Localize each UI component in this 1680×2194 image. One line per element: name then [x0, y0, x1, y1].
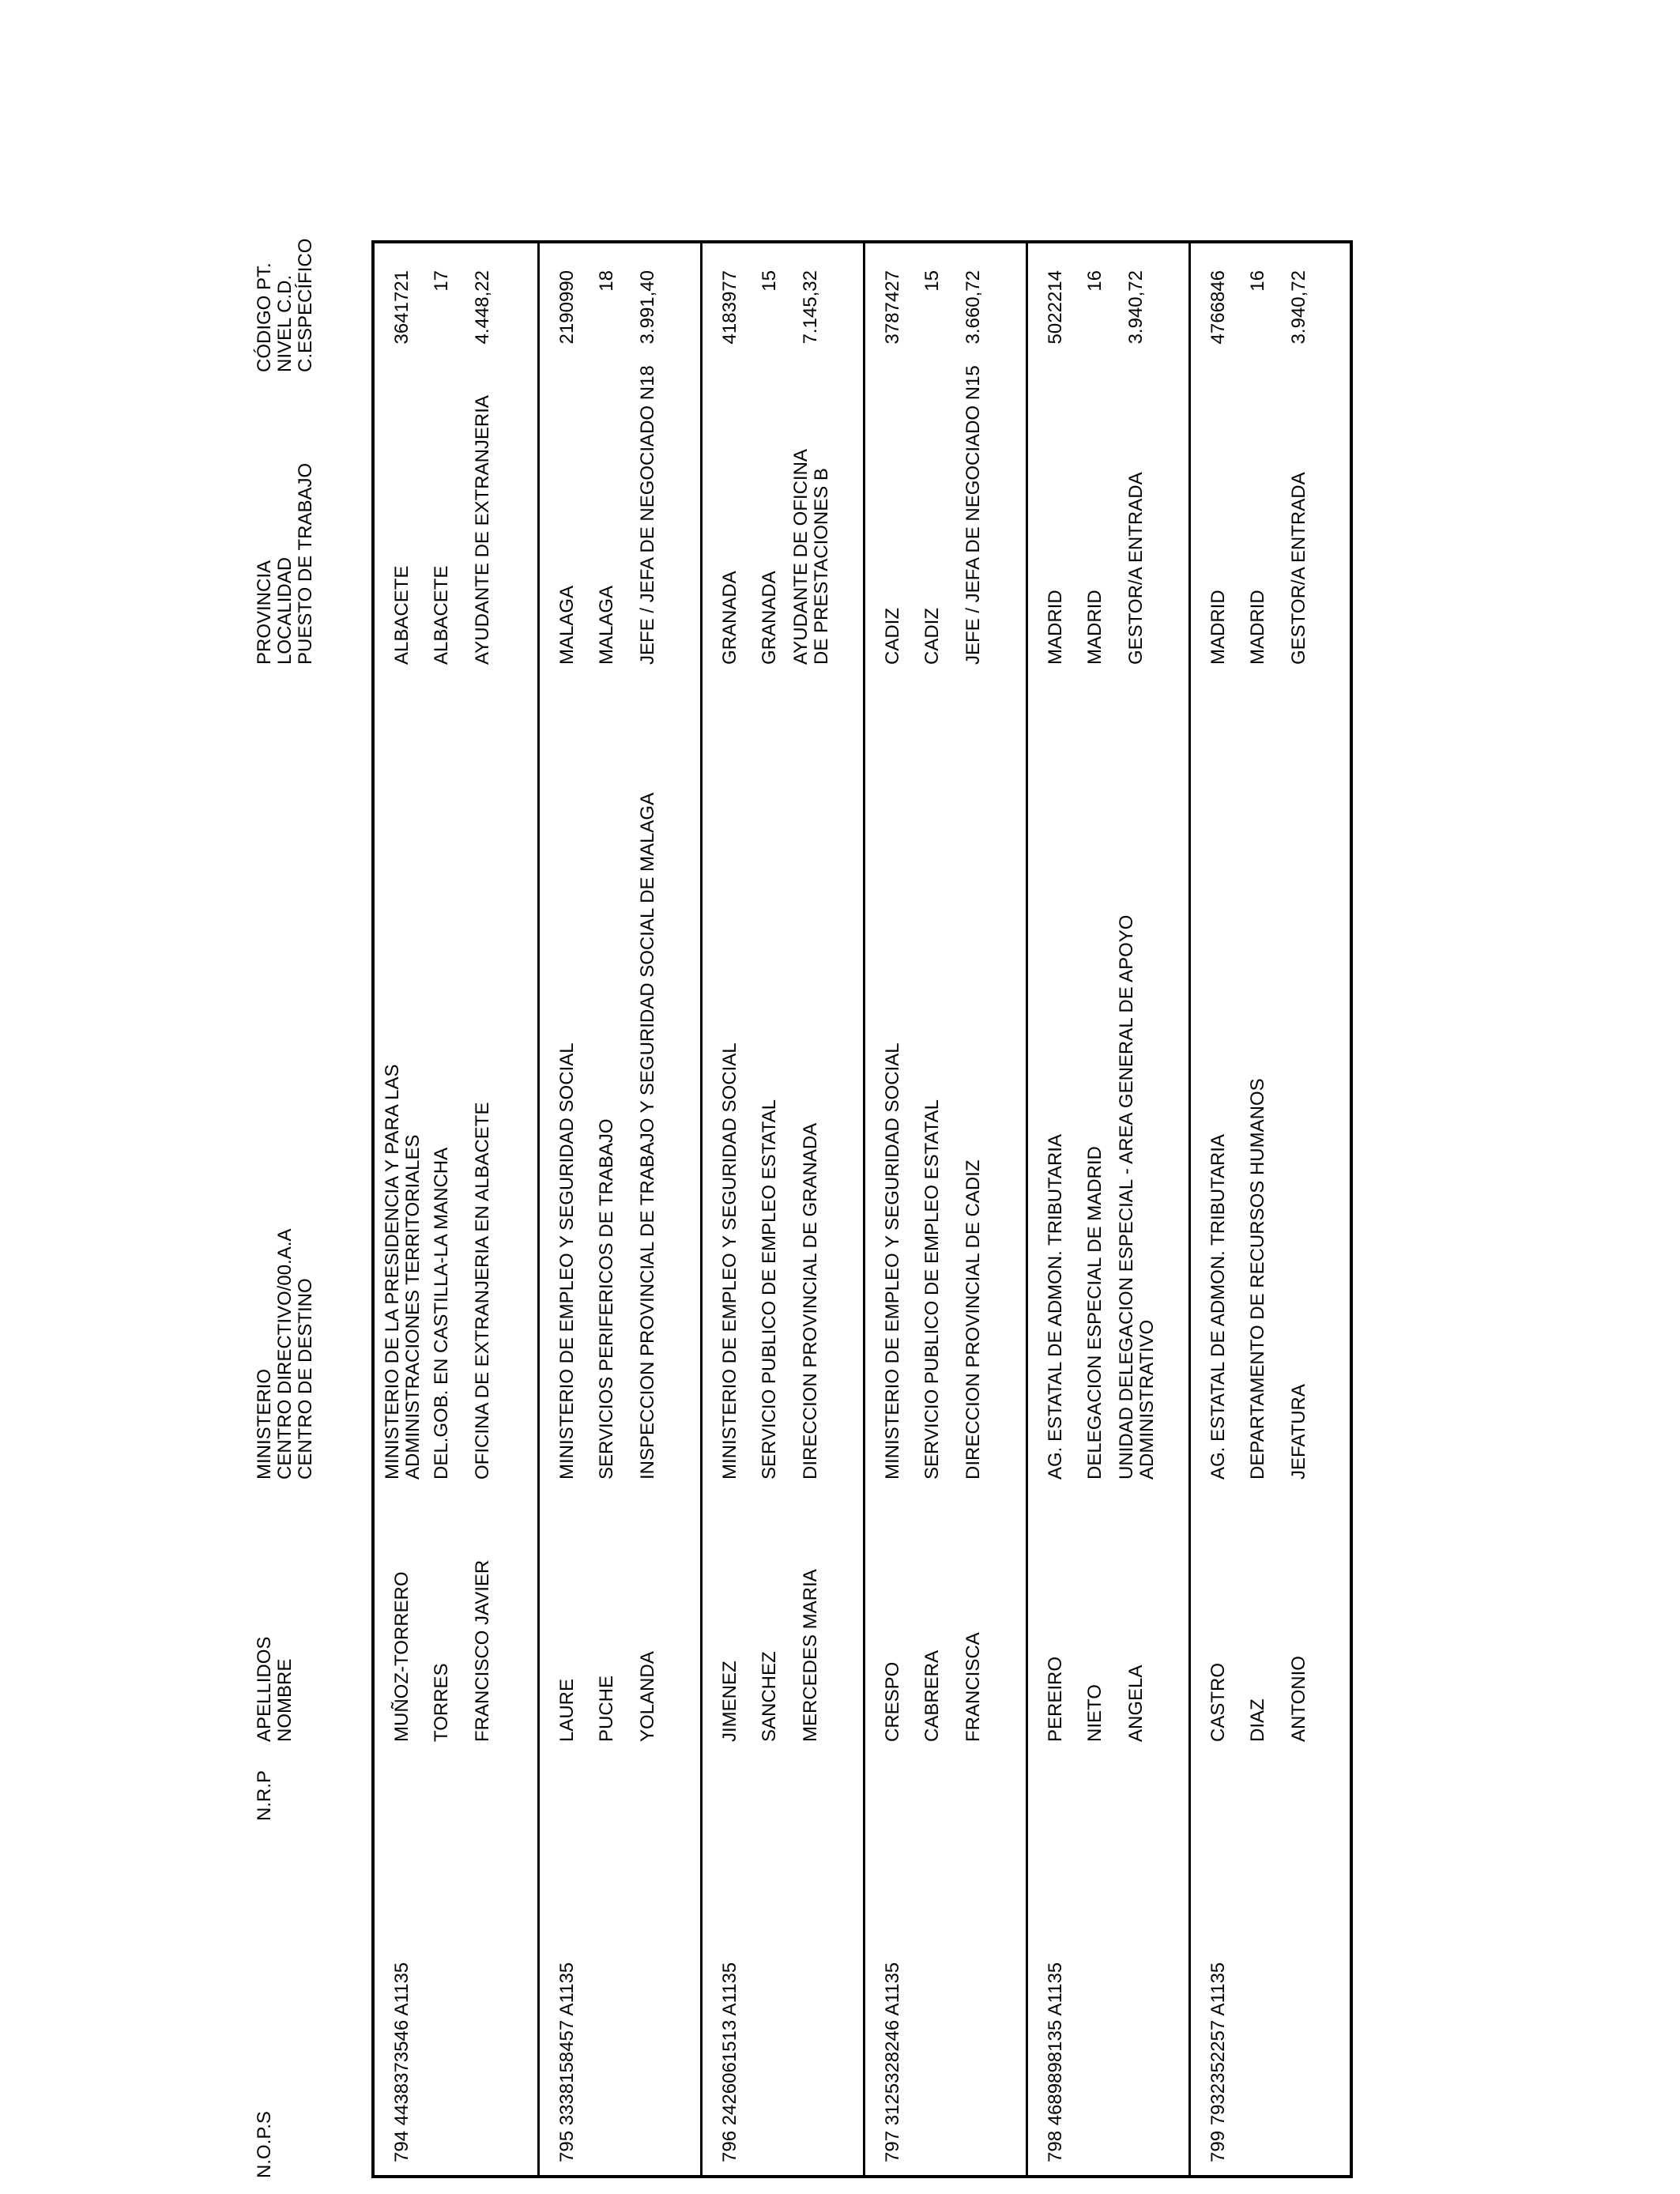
header-nombre: NOMBRE — [274, 1658, 296, 1742]
apellido-1: CASTRO — [1207, 1662, 1229, 1742]
header-centro-directivo: CENTRO DIRECTIVO/00.A.A — [274, 1228, 296, 1480]
header-ministerio: MINISTERIO — [254, 1368, 275, 1480]
puesto-trabajo: AYUDANTE DE EXTRANJERIA — [472, 395, 493, 665]
ministerio: MINISTERIO DE EMPLEO Y SEGURIDAD SOCIAL — [719, 1042, 740, 1480]
apellido-1: LAURE — [556, 1678, 578, 1742]
ministerio: MINISTERIO DE EMPLEO Y SEGURIDAD SOCIAL — [556, 1042, 578, 1480]
ministerio: AG. ESTATAL DE ADMON. TRIBUTARIA — [1207, 1134, 1229, 1480]
header-nivel-cd: NIVEL C.D. — [274, 274, 296, 372]
apellido-2: NIETO — [1084, 1684, 1106, 1742]
centro-destino: DIRECCION PROVINCIAL DE CADIZ — [962, 1159, 984, 1480]
nops-nrp: 794 4438373546 A1135 — [391, 1962, 412, 2162]
provincia: CADIZ — [882, 608, 903, 665]
centro-directivo: DELEGACION ESPECIAL DE MADRID — [1084, 1146, 1106, 1480]
provincia: MALAGA — [556, 585, 578, 665]
header-centro-destino: CENTRO DE DESTINO — [295, 1278, 316, 1480]
nops-nrp: 799 7932352257 A1135 — [1207, 1962, 1229, 2162]
localidad: MALAGA — [596, 585, 617, 665]
nivel-cd: 17 — [431, 270, 452, 292]
nivel-cd: 15 — [759, 270, 780, 292]
puesto-trabajo: GESTOR/A ENTRADA — [1125, 472, 1147, 665]
codigo-pt: 3641721 — [391, 270, 412, 345]
codigo-pt: 4766846 — [1207, 270, 1229, 345]
header-codigo-pt: CÓDIGO PT. — [254, 262, 275, 372]
records-table — [371, 240, 1353, 2178]
nops-nrp: 797 3125328246 A1135 — [882, 1962, 903, 2162]
centro-directivo: DEL.GOB. EN CASTILLA-LA MANCHA — [431, 1147, 452, 1480]
nombre: FRANCISCA — [962, 1632, 984, 1742]
header-provincia: PROVINCIA — [254, 560, 275, 665]
record-row — [863, 243, 1028, 2175]
apellido-2: CABRERA — [921, 1649, 943, 1742]
record-row — [537, 243, 703, 2175]
centro-directivo: SERVICIOS PERIFERICOS DE TRABAJO — [596, 1118, 617, 1480]
nivel-cd: 16 — [1247, 270, 1268, 292]
apellido-2: PUCHE — [596, 1675, 617, 1742]
codigo-pt: 3787427 — [882, 270, 903, 345]
localidad: ALBACETE — [431, 565, 452, 665]
localidad: MADRID — [1247, 590, 1268, 665]
centro-directivo: DEPARTAMENTO DE RECURSOS HUMANOS — [1247, 1078, 1268, 1480]
apellido-2: DIAZ — [1247, 1698, 1268, 1742]
centro-destino: DIRECCION PROVINCIAL DE GRANADA — [800, 1122, 821, 1480]
c-especifico: 3.991,40 — [637, 270, 658, 345]
nops-nrp: 798 4689898135 A1135 — [1045, 1962, 1066, 2162]
nombre: MERCEDES MARIA — [800, 1569, 821, 1742]
centro-destino: JEFATURA — [1288, 1384, 1309, 1480]
nombre: ANGELA — [1125, 1664, 1147, 1742]
centro-directivo: SERVICIO PUBLICO DE EMPLEO ESTATAL — [759, 1099, 780, 1480]
nombre: FRANCISCO JAVIER — [472, 1559, 493, 1742]
puesto-trabajo: GESTOR/A ENTRADA — [1288, 472, 1309, 665]
ministerio: AG. ESTATAL DE ADMON. TRIBUTARIA — [1045, 1134, 1066, 1480]
header-c-especifico: C.ESPECÍFICO — [295, 238, 316, 372]
c-especifico: 3.660,72 — [962, 270, 984, 345]
localidad: CADIZ — [921, 608, 943, 665]
record-row — [375, 243, 537, 2175]
nivel-cd: 16 — [1084, 270, 1106, 292]
provincia: ALBACETE — [391, 565, 412, 665]
header-nops: N.O.P.S — [254, 2111, 275, 2178]
ministerio: MINISTERIO DE LA PRESIDENCIA Y PARA LAS ADMINISTRACIONES TERRITORIALES — [382, 1064, 424, 1480]
localidad: MADRID — [1084, 590, 1106, 665]
apellido-1: PEREIRO — [1045, 1656, 1066, 1742]
nombre: ANTONIO — [1288, 1656, 1309, 1742]
header-nrp: N.R.P — [254, 1770, 275, 1821]
ministerio: MINISTERIO DE EMPLEO Y SEGURIDAD SOCIAL — [882, 1042, 903, 1480]
provincia: GRANADA — [719, 571, 740, 665]
c-especifico: 3.940,72 — [1125, 270, 1147, 345]
provincia: MADRID — [1045, 590, 1066, 665]
header-localidad: LOCALIDAD — [274, 556, 296, 665]
record-row — [1188, 243, 1352, 2175]
apellido-2: TORRES — [431, 1663, 452, 1742]
apellido-1: CRESPO — [882, 1661, 903, 1742]
record-row — [1026, 243, 1191, 2175]
nivel-cd: 15 — [921, 270, 943, 292]
codigo-pt: 4183977 — [719, 270, 740, 345]
c-especifico: 4.448,22 — [472, 270, 493, 345]
puesto-trabajo: JEFE / JEFA DE NEGOCIADO N15 — [962, 365, 984, 665]
provincia: MADRID — [1207, 590, 1229, 665]
record-row — [700, 243, 865, 2175]
centro-destino: OFICINA DE EXTRANJERIA EN ALBACETE — [472, 1102, 493, 1480]
c-especifico: 3.940,72 — [1288, 270, 1309, 345]
puesto-trabajo: AYUDANTE DE OFICINA DE PRESTACIONES B — [790, 450, 832, 665]
apellido-2: SANCHEZ — [759, 1651, 780, 1742]
apellido-1: JIMENEZ — [719, 1661, 740, 1742]
nops-nrp: 796 2426061513 A1135 — [719, 1962, 740, 2162]
header-puesto: PUESTO DE TRABAJO — [295, 462, 316, 665]
header-apellidos: APELLIDOS — [254, 1636, 275, 1742]
centro-directivo: SERVICIO PUBLICO DE EMPLEO ESTATAL — [921, 1099, 943, 1480]
puesto-trabajo: JEFE / JEFA DE NEGOCIADO N18 — [637, 365, 658, 665]
nops-nrp: 795 3338158457 A1135 — [556, 1962, 578, 2162]
codigo-pt: 2190990 — [556, 270, 578, 345]
centro-destino: UNIDAD DELEGACION ESPECIAL - AREA GENERAL DE APOYO ADMINISTRATIVO — [1116, 914, 1158, 1480]
nombre: YOLANDA — [637, 1651, 658, 1742]
centro-destino: INSPECCION PROVINCIAL DE TRABAJO Y SEGURIDAD SOCIAL DE MALAGA — [637, 792, 658, 1480]
localidad: GRANADA — [759, 571, 780, 665]
codigo-pt: 5022214 — [1045, 270, 1066, 345]
c-especifico: 7.145,32 — [800, 270, 821, 345]
apellido-1: MUÑOZ-TORRERO — [391, 1571, 412, 1742]
nivel-cd: 18 — [596, 270, 617, 292]
